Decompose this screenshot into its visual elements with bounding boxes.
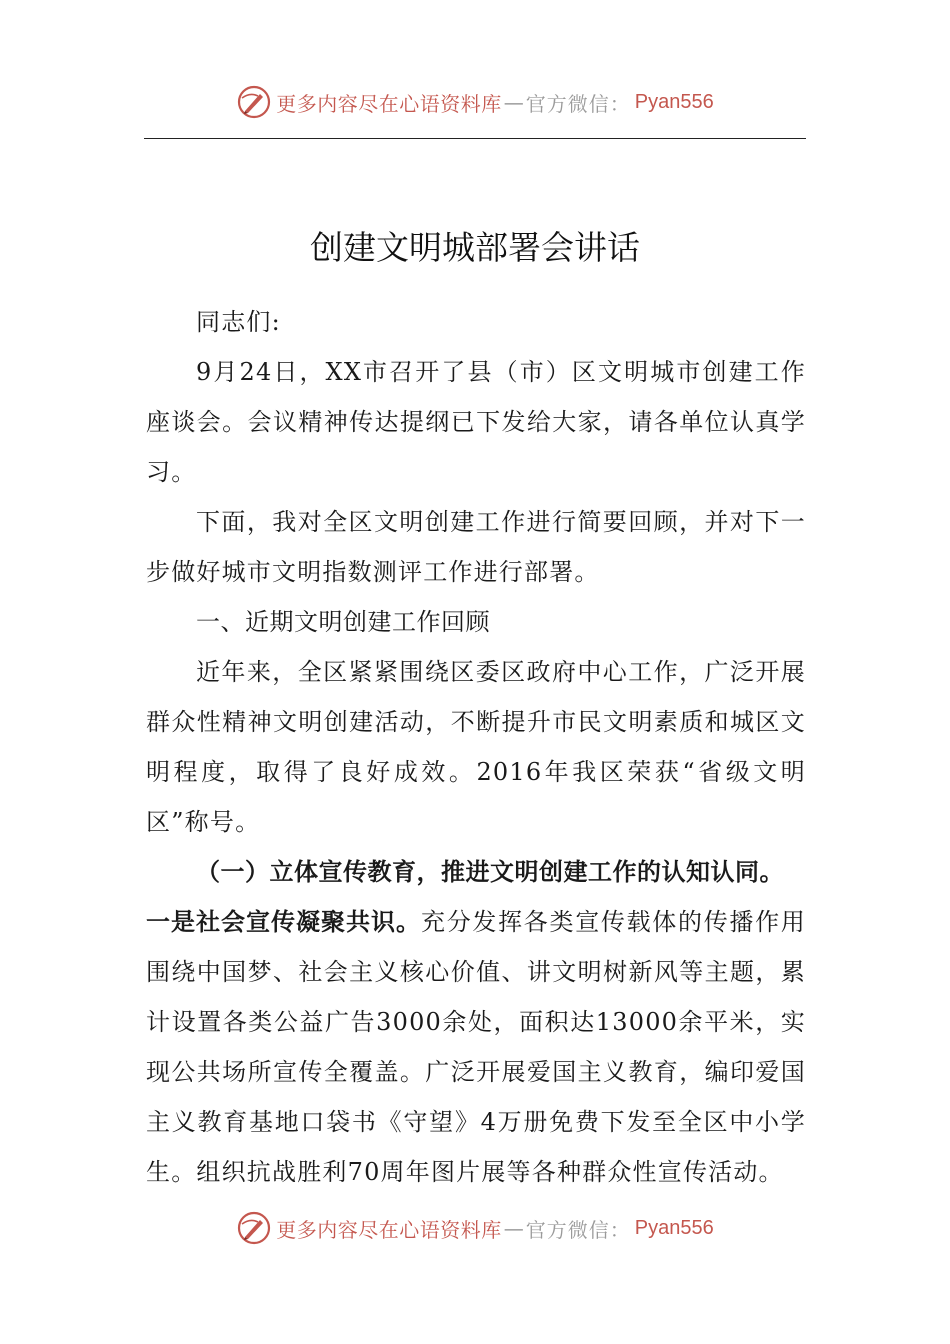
section-heading-1: 一、近期文明创建工作回顾: [196, 608, 490, 636]
banner-text: 更多内容尽在心语资料库: [276, 91, 502, 116]
document-title: 创建文明城部署会讲话: [310, 228, 640, 268]
subsection-heading-1: （一）立体宣传教育，推进文明创建工作的认知认同。: [196, 858, 784, 886]
footer-banner-text: 更多内容尽在心语资料库: [276, 1217, 502, 1242]
footer-banner-wechat-label: 官方微信：: [525, 1217, 631, 1242]
paragraph-3: 近年来，全区紧紧围绕区委区政府中心工作，广泛开展群众性精神文明创建活动，不断提升市民文明素质和城区文明程度，取得了良好成效。2016年我区荣获“省级文明区”称号。: [146, 658, 806, 836]
paragraph-4-text: 充分发挥各类宣传载体的传播作用围绕中国梦、社会主义核心价值、讲文明树新风等主题，累计设置各类公益广告3000余处，面积达13000余平米，实现公共场所宣传全覆盖。广泛开展爱国主义教育，编印爱国主义教育基地口袋书《守望》4万册免费下发至全区中小学生。组织抗战胜利70周年图片展等各种群众性宣传活动。: [146, 908, 806, 1186]
paragraph-1: 9月24日，XX市召开了县（市）区文明城市创建工作座谈会。会议精神传达提纲已下发给大家，请各单位认真学习。: [146, 358, 806, 486]
paragraph-4: [146, 897, 806, 1197]
paragraph-2: 下面，我对全区文明创建工作进行简要回顾，并对下一步做好城市文明指数测评工作进行部署。: [146, 508, 806, 586]
pen-logo-icon: [236, 1210, 272, 1246]
footer-banner-separator: —: [503, 1216, 524, 1240]
header-divider: [144, 138, 806, 139]
banner-wechat-label: 官方微信：: [525, 91, 631, 116]
document-body: [146, 297, 806, 1197]
banner-separator: —: [503, 90, 524, 114]
banner-wechat-id: Pyan556: [634, 90, 714, 113]
footer-banner: [0, 1206, 950, 1250]
footer-banner-wechat-id: Pyan556: [634, 1216, 714, 1239]
header-banner: [0, 80, 950, 124]
salutation: 同志们:: [196, 308, 281, 336]
paragraph-4-lead: 一是社会宣传凝聚共识。: [146, 908, 421, 936]
pen-logo-icon: [236, 84, 272, 120]
